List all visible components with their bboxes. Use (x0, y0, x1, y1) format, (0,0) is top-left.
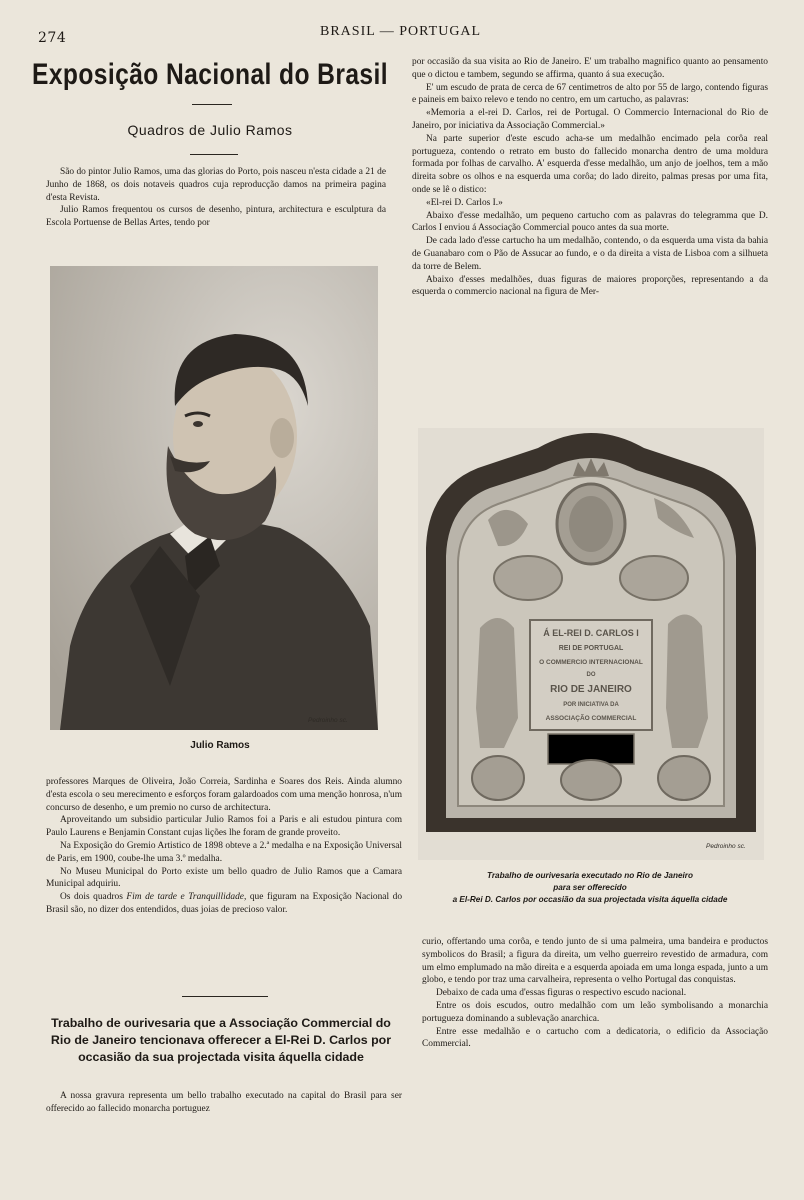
paragraph: De cada lado d'esse cartucho ha um medalhão, contendo, o da esquerda uma vista da bahia de Guanabaro com o Pão de Assucar ao fundo, e o da direita a vista de Lisboa com a silhueta da torre de Belem. (412, 236, 768, 272)
portrait-photo (50, 266, 378, 730)
page-number: 274 (38, 30, 67, 46)
paragraph: São do pintor Julio Ramos, uma das glorias do Porto, pois nasceu n'esta cidade a 21 de Junho de 1868, os dois notaveis quadros cuja reproducção damos na primeira pagina d'esta Revista. (46, 167, 386, 203)
portrait-caption: Julio Ramos (190, 740, 250, 751)
caption-line: Trabalho de ourivesaria executado no Rio de Janeiro (487, 871, 693, 880)
paragraph: No Museu Municipal do Porto existe um bello quadro de Julio Ramos que a Camara Municipal adquiriu. (46, 866, 402, 890)
inscription-line: REI DE PORTUGAL (558, 645, 624, 652)
article1-body (46, 776, 402, 917)
portrait-engraver-signature: Pedroinho sc. (308, 717, 348, 724)
inscription-line: O COMMERCIO INTERNACIONAL (539, 659, 643, 666)
inscription-line: DO (586, 672, 596, 678)
article2-headline: Trabalho de ourivesaria que a Associação Commercial do Rio de Janeiro tencionava offerecer a El-Rei D. Carlos por occasião da sua projectada visita áquella cidade (50, 1016, 392, 1064)
article-title: Exposição Nacional do Brasil (32, 58, 388, 91)
silver-shield-engraving (418, 428, 764, 860)
paragraph: Debaixo de cada uma d'essas figuras o respectivo escudo nacional. (436, 988, 687, 999)
plaque-caption (420, 870, 760, 906)
paragraph: professores Marques de Oliveira, João Correia, Sardinha e Soares dos Reis. Ainda alumno d'esta escola o seu merecimento e esforços foram galardoados com uma menção honrosa, n'um concurso de desenho, e um premio no curso de architectura. (46, 777, 402, 813)
article1-intro (46, 166, 386, 230)
article-subtitle: Quadros de Julio Ramos (127, 122, 293, 138)
painting-titles: Fim de tarde e Tranquillidade, (126, 892, 247, 903)
article2-right-column-bottom (422, 936, 768, 1051)
paragraph: Julio Ramos frequentou os cursos de desenho, pintura, architectura e esculptura da Escola Portuense de Bellas Artes, tendo por (46, 205, 386, 229)
article2-intro (46, 1090, 402, 1116)
paragraph: Na parte superior d'este escudo acha-se um medalhão encimado pela corôa real portugueza, contendo o retrato em busto do fallecido monarcha dentro de uma moldura formada por folhas de carvalho. A' esquerda d'esse medalhão, um anjo de joelhos, tem a mão direita sobre os olhos e na esquerda uma corôa; do lado direito, palmas presas por uma fita, onde se lê o distico: (412, 133, 768, 195)
caption-line: para ser offerecido (553, 883, 627, 892)
paragraph: E' um escudo de prata de cerca de 67 centimetros de alto por 55 de largo, contendo figuras e paineis em baixo relevo e tendo no centro, em um cartucho, as palavras: (412, 82, 768, 106)
paragraph: Abaixo d'esses medalhões, duas figuras de maiores proporções, representando a da esquerda o commercio nacional na figura de Mer- (412, 274, 768, 298)
paragraph: curio, offertando uma corôa, e tendo junto de si uma palmeira, uma bandeira e productos symbolicos do Brasil; a figura da direita, um velho guerreiro revestido de armadura, com um elmo emplumado na mão direita e a esquerda apoiada em uma longa espada, junto a um globo, e tendo por traz uma carvalheira, representa o velho Portugal das conquistas. (422, 937, 768, 986)
inscription-line: RIO DE JANEIRO (550, 684, 632, 695)
inscription-line: ASSOCIAÇÃO COMMERCIAL (545, 715, 637, 722)
caption-line: a El-Rei D. Carlos por occasião da sua projectada visita áquella cidade (452, 895, 728, 904)
silver-shield-photo (418, 428, 764, 860)
section-divider (182, 996, 268, 997)
paragraph: Entre os dois escudos, outro medalhão com um leão symbolisando a monarchia portugueza dominando a sublevação anarchica. (422, 1000, 768, 1024)
running-head: BRASIL — PORTUGAL (320, 24, 482, 39)
closing-text-post: que figuram na Exposição Nacional do Brasil são, no dizer dos entendidos, duas joias de precioso valor. (46, 892, 403, 915)
title-divider (192, 104, 232, 105)
paragraph: A nossa gravura representa um bello trabalho executado na capital do Brasil para ser offerecido ao fallecido monarcha portuguez (46, 1091, 402, 1114)
article2-right-column-top (412, 56, 768, 299)
plaque-engraver-signature: Pedroinho sc. (706, 843, 746, 850)
paragraph: Aproveitando um subsidio particular Julio Ramos foi a Paris e ali estudou pintura com Paulo Laurens e Benjamin Constant cujas lições lhe foram de grande proveito. (46, 815, 402, 839)
closing-text-pre: Os dois quadros (60, 892, 127, 903)
subtitle-divider (190, 154, 238, 155)
paragraph: «El-rei D. Carlos I.» (426, 197, 503, 208)
paragraph: «Memoria a el-rei D. Carlos, rei de Portugal. O Commercio Internacional do Rio de Janeiro, por iniciativa da Associação Commercial.» (412, 108, 768, 131)
paragraph: Entre esse medalhão e o cartucho com a dedicatoria, o edificio da Associação Commercial. (422, 1026, 768, 1050)
portrait-engraving (50, 266, 378, 730)
paragraph: Na Exposição do Gremio Artistico de 1898 obteve a 2.ª medalha e na Exposição Universal de Paris, em 1900, coube-lhe uma 3.º medalha. (46, 840, 402, 864)
inscription-line: POR INICIATIVA DA (563, 702, 619, 708)
paragraph: Abaixo d'esse medalhão, um pequeno cartucho com as palavras do telegramma que D. Carlos I enviou á Associação Commercial pouco antes da sua morte. (412, 210, 768, 234)
paragraph (46, 891, 402, 917)
inscription-line: Á EL-REI D. CARLOS I (543, 628, 639, 638)
paragraph: por occasião da sua visita ao Rio de Janeiro. E' um trabalho magnifico quanto ao pensamento que o dictou e tambem, segundo se affirma, quanto á sua execução. (412, 57, 768, 80)
